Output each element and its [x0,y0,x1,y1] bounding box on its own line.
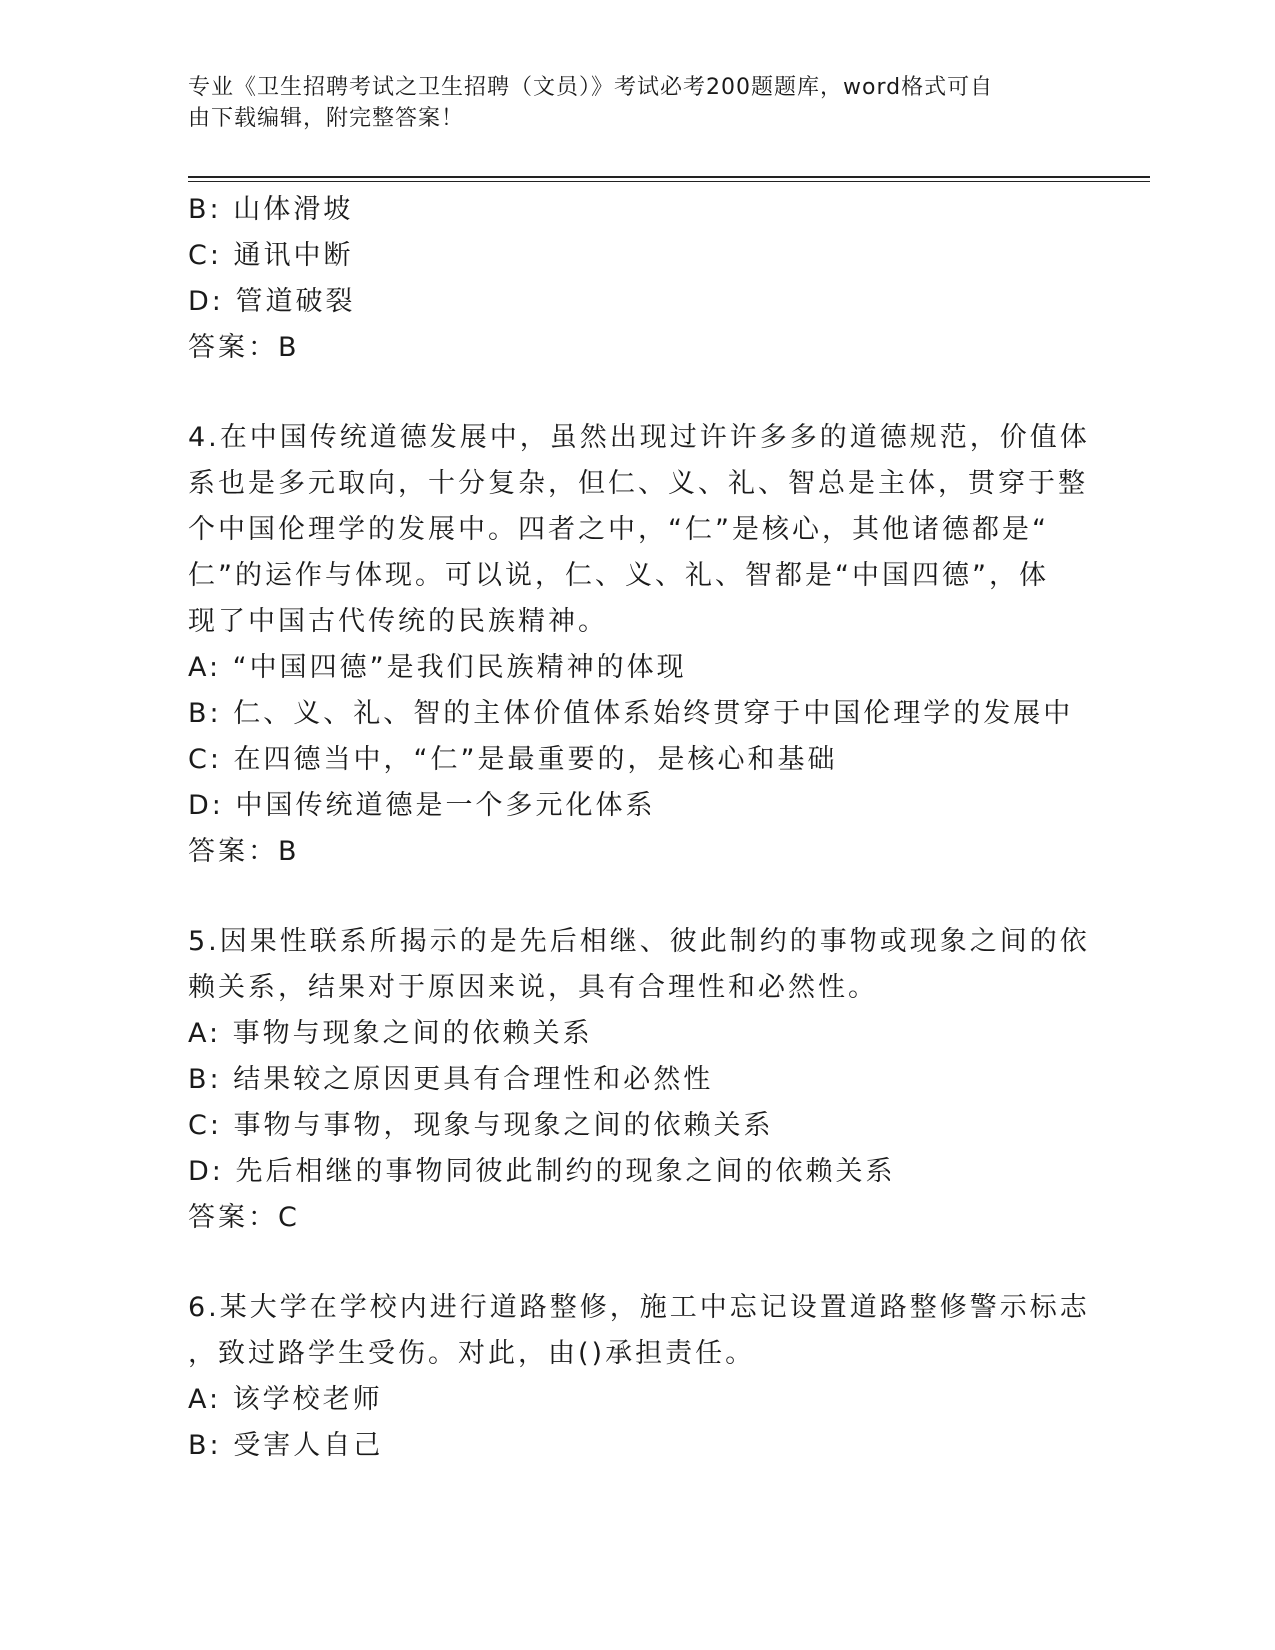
option-d: D: 先后相继的事物同彼此制约的现象之间的依赖关系 [188,1156,896,1187]
header-line-2: 由下载编辑，附完整答案！ [188,106,465,131]
option-b: B: 仁、义、礼、智的主体价值体系始终贯穿于中国伦理学的发展中 [188,698,1074,729]
header-divider-thin [188,181,1150,182]
question-text-line: 6.某大学在学校内进行道路整修，施工中忘记设置道路整修警示标志 [188,1292,1090,1323]
question-4 [188,415,1090,875]
question-6 [188,1285,1090,1469]
question-5 [188,919,1090,1241]
document-header [188,72,1068,134]
question-text-line: 个中国伦理学的发展中。四者之中，“仁”是核心，其他诸德都是“ [188,514,1049,545]
question-list [188,187,1090,1469]
question-text-line: 赖关系，结果对于原因来说，具有合理性和必然性。 [188,972,878,1003]
option-d: D: 管道破裂 [188,286,356,317]
question-text-line: ，致过路学生受伤。对此，由()承担责任。 [188,1338,756,1369]
header-divider-thick [188,176,1150,178]
option-b: B: 山体滑坡 [188,194,354,225]
answer: 答案：C [188,1202,300,1233]
answer: 答案：B [188,332,300,363]
answer: 答案：B [188,836,300,867]
question-text-line: 4.在中国传统道德发展中，虽然出现过许许多多的道德规范，价值体 [188,422,1090,453]
option-c: C: 在四德当中，“仁”是最重要的，是核心和基础 [188,744,838,775]
option-d: D: 中国传统道德是一个多元化体系 [188,790,656,821]
option-b: B: 结果较之原因更具有合理性和必然性 [188,1064,714,1095]
header-line-1: 专业《卫生招聘考试之卫生招聘（文员）》考试必考200题题库，word格式可自 [188,75,994,100]
option-c: C: 通讯中断 [188,240,354,271]
question-3-tail [188,187,1068,371]
option-a: A: 事物与现象之间的依赖关系 [188,1018,593,1049]
option-c: C: 事物与事物，现象与现象之间的依赖关系 [188,1110,774,1141]
option-b: B: 受害人自己 [188,1430,384,1461]
question-text-line: 系也是多元取向，十分复杂，但仁、义、礼、智总是主体，贯穿于整 [188,468,1088,499]
option-a: A: 该学校老师 [188,1384,383,1415]
question-text-line: 仁”的运作与体现。可以说，仁、义、礼、智都是“中国四德”，体 [188,560,1049,591]
option-a: A: “中国四德”是我们民族精神的体现 [188,652,687,683]
question-text-line: 现了中国古代传统的民族精神。 [188,606,608,637]
question-text-line: 5.因果性联系所揭示的是先后相继、彼此制约的事物或现象之间的依 [188,926,1090,957]
